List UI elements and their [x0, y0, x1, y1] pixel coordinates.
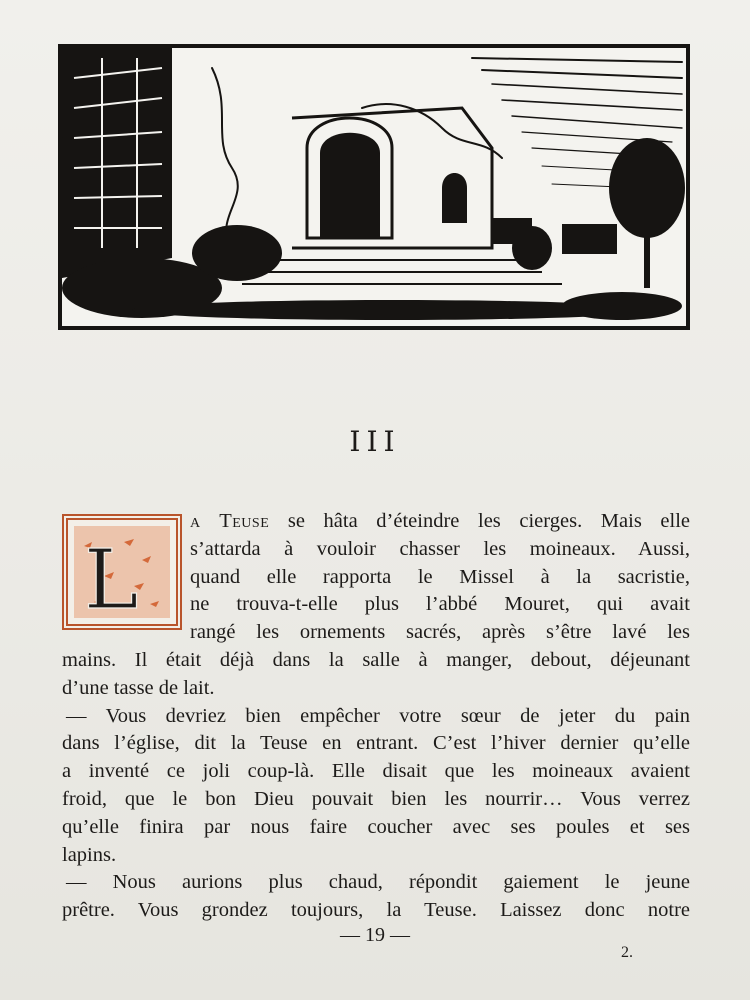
paragraph-3-line-1: — Nous aurions plus chaud, répondit gaiement le jeune: [66, 871, 690, 894]
paragraph-1-line-6: mains. Il était déjà dans la salle à manger, debout, déjeunant: [62, 648, 690, 671]
signature-mark: 2.: [621, 944, 633, 961]
page-number: — 19 —: [340, 924, 410, 946]
paragraph-2-line-1: — Vous devriez bien empêcher votre sœur de jeter du pain: [66, 704, 690, 727]
paragraph-1-line-1: [190, 508, 690, 536]
line-text: se hâta d’éteindre les cierges. Mais elle: [287, 510, 690, 532]
paragraph-2-line-6: lapins.: [62, 843, 117, 866]
paragraph-1: [190, 508, 690, 619]
paragraph-1-line-4: ne trouva-t-elle plus l’abbé Mouret, qui avait: [190, 593, 690, 616]
paragraph-1-line-5: rangé les ornements sacrés, après s’être lavé les: [190, 621, 690, 644]
character-name: Teuse: [219, 510, 270, 532]
paragraph-3-line-2: prêtre. Vous grondez toujours, la Teuse. Laissez donc notre: [62, 899, 690, 922]
first-word-rest: a: [190, 510, 201, 532]
paragraph-1-line-7: d’une tasse de lait.: [62, 676, 215, 699]
paragraph-1-line-3: quand elle rapporta le Missel à la sacristie,: [190, 565, 690, 588]
drop-cap-letter: L: [84, 533, 139, 628]
paragraph-1-line-2: s’attarda à vouloir chasser les moineaux. Aussi,: [190, 537, 690, 560]
drop-cap: [62, 514, 182, 630]
paragraph-2-line-3: a inventé ce joli coup-là. Elle disait que les moineaux avaient: [62, 760, 690, 783]
body-text: [62, 508, 690, 925]
chapter-number: III: [349, 425, 401, 458]
paragraph-2-line-2: dans l’église, dit la Teuse en entrant. C’est l’hiver dernier qu’elle: [62, 732, 690, 755]
paragraph-2-line-4: froid, que le bon Dieu pouvait bien les nourrir… Vous verrez: [62, 787, 690, 810]
drop-cap-ornament-icon: [64, 516, 180, 628]
paragraph-2-line-5: qu’elle finira par nous faire coucher avec ses poules et ses: [62, 815, 690, 838]
woodcut-illustration: [58, 44, 690, 330]
ruined-chapel-woodcut-icon: [62, 48, 686, 326]
